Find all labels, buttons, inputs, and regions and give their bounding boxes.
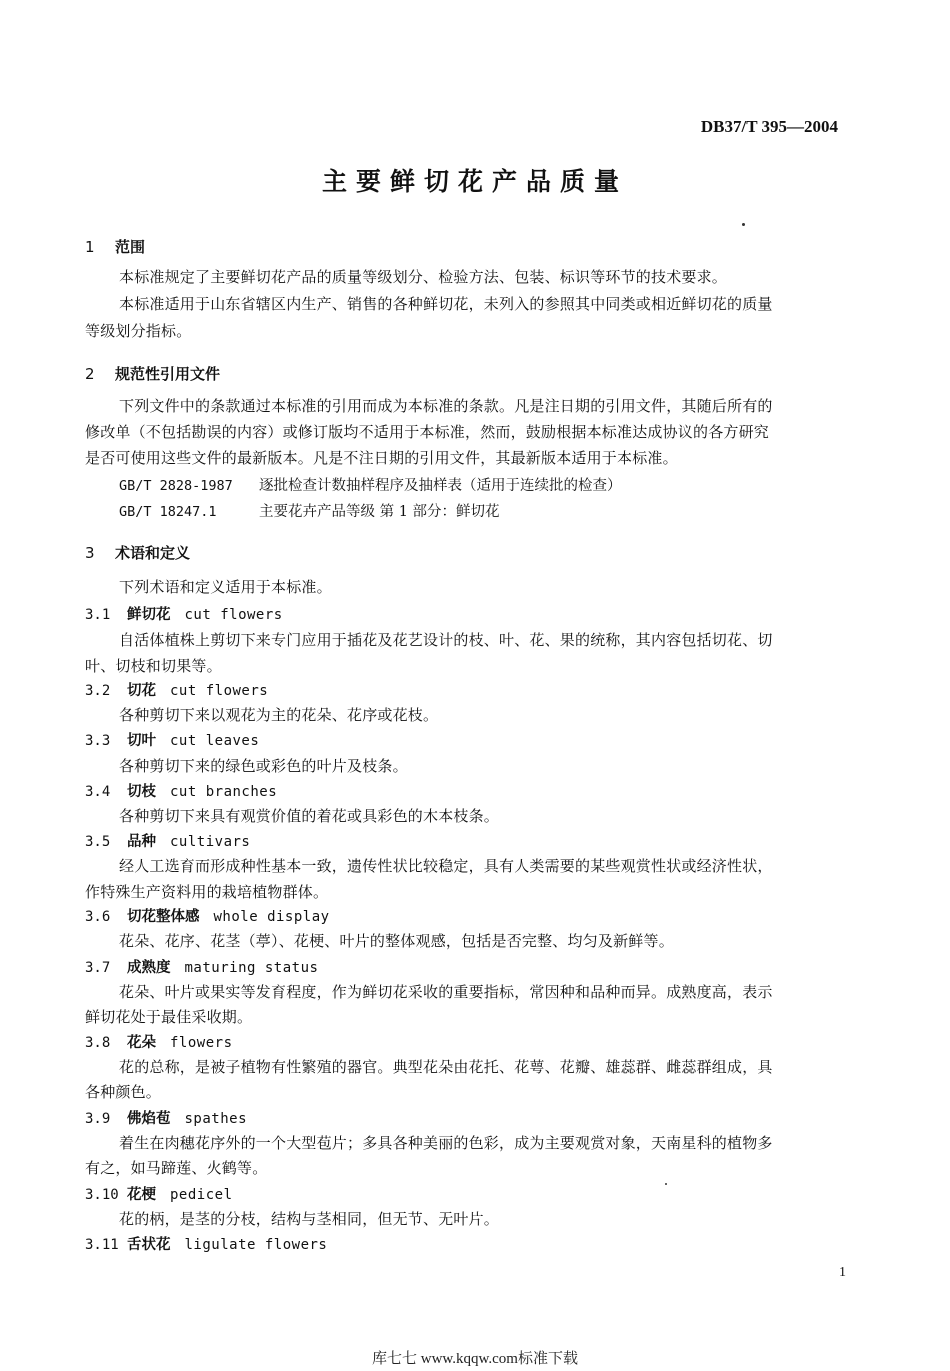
term-en: cultivars xyxy=(170,834,251,850)
term-cn: 切花整体感 xyxy=(127,909,200,925)
term-heading xyxy=(85,1233,327,1254)
term-number: 3.2 xyxy=(85,683,111,699)
term-number: 3.6 xyxy=(85,909,111,925)
section-number: 1 xyxy=(85,238,95,256)
term-heading xyxy=(85,1183,233,1204)
section-2-heading xyxy=(85,363,220,384)
term-cn: 佛焰苞 xyxy=(127,1111,171,1127)
paragraph: 修改单（不包括勘误的内容）或修订版均不适用于本标准，然而，鼓励根据本标准达成协议的各方研究 xyxy=(85,423,770,441)
term-definition: 各种颜色。 xyxy=(85,1083,162,1101)
term-heading xyxy=(85,603,283,624)
term-en: cut leaves xyxy=(170,733,260,749)
section-title: 术语和定义 xyxy=(115,544,191,562)
term-definition: 花的总称，是被子植物有性繁殖的器官。典型花朵由花托、花萼、花瓣、雄蕊群、雌蕊群组成，具 xyxy=(119,1058,773,1076)
term-en: spathes xyxy=(184,1111,248,1127)
term-heading xyxy=(85,780,277,801)
term-cn: 鲜切花 xyxy=(127,607,171,623)
term-en: cut flowers xyxy=(184,607,283,623)
term-number: 3.4 xyxy=(85,784,111,800)
term-definition: 花朵、叶片或果实等发育程度，作为鲜切花采收的重要指标，常因种和品种而异。成熟度高，表示 xyxy=(119,983,773,1001)
term-heading xyxy=(85,956,318,977)
term-definition: 各种剪切下来具有观赏价值的着花或具彩色的木本枝条。 xyxy=(119,807,500,825)
term-cn: 切花 xyxy=(127,683,156,699)
term-cn: 切叶 xyxy=(127,733,156,749)
reference-title: 逐批检查计数抽样程序及抽样表（适用于连续批的检查） xyxy=(259,478,622,494)
section-number: 2 xyxy=(85,365,95,383)
reference-code: GB/T 18247.1 xyxy=(119,504,217,520)
scan-speck xyxy=(742,223,745,226)
scan-speck xyxy=(665,1183,667,1185)
term-number: 3.3 xyxy=(85,733,111,749)
term-cn: 花朵 xyxy=(127,1035,156,1051)
term-heading xyxy=(85,1031,233,1052)
reference-code: GB/T 2828-1987 xyxy=(119,478,233,494)
paragraph: 下列术语和定义适用于本标准。 xyxy=(119,578,332,596)
paragraph: 下列文件中的条款通过本标准的引用而成为本标准的条款。凡是注日期的引用文件，其随后所有的 xyxy=(119,397,773,415)
page-title: 主要鲜切花产品质量 xyxy=(321,167,628,196)
term-heading xyxy=(85,905,330,926)
term-en: ligulate flowers xyxy=(184,1237,328,1253)
section-1-heading xyxy=(85,236,145,257)
term-number: 3.7 xyxy=(85,960,111,976)
term-en: maturing status xyxy=(184,960,319,976)
term-en: flowers xyxy=(170,1035,233,1051)
term-en: cut flowers xyxy=(170,683,269,699)
section-title: 范围 xyxy=(115,238,146,256)
reference-title: 主要花卉产品等级 第 1 部分：鲜切花 xyxy=(259,504,500,520)
term-definition: 花朵、花序、花茎（葶）、花梗、叶片的整体观感，包括是否完整、均匀及新鲜等。 xyxy=(119,932,674,950)
paragraph: 等级划分指标。 xyxy=(85,322,192,340)
paragraph: 本标准适用于山东省辖区内生产、销售的各种鲜切花，未列入的参照其中同类或相近鲜切花的质量 xyxy=(119,295,773,313)
term-en: cut branches xyxy=(170,784,278,800)
term-definition: 有之，如马蹄莲、火鹤等。 xyxy=(85,1159,268,1177)
term-definition: 各种剪切下来以观花为主的花朵、花序或花枝。 xyxy=(119,706,439,724)
term-cn: 舌状花 xyxy=(127,1237,171,1253)
term-definition: 作特殊生产资料用的栽培植物群体。 xyxy=(85,883,329,901)
reference-item xyxy=(119,474,622,495)
term-number: 3.9 xyxy=(85,1111,111,1127)
term-en: pedicel xyxy=(170,1187,233,1203)
section-3-heading xyxy=(85,542,190,563)
term-number: 3.1 xyxy=(85,607,111,623)
term-en: whole display xyxy=(213,909,330,925)
paragraph: 本标准规定了主要鲜切花产品的质量等级划分、检验方法、包装、标识等环节的技术要求。 xyxy=(119,268,728,286)
paragraph: 是否可使用这些文件的最新版本。凡是不注日期的引用文件，其最新版本适用于本标准。 xyxy=(85,449,678,467)
term-definition: 自活体植株上剪切下来专门应用于插花及花艺设计的枝、叶、花、果的统称，其内容包括切花、切 xyxy=(119,631,773,649)
term-number: 3.11 xyxy=(85,1237,119,1253)
term-definition: 各种剪切下来的绿色或彩色的叶片及枝条。 xyxy=(119,757,408,775)
term-heading xyxy=(85,1107,247,1128)
term-heading xyxy=(85,729,259,750)
term-cn: 花梗 xyxy=(127,1187,156,1203)
term-number: 3.5 xyxy=(85,834,111,850)
term-definition: 叶、切枝和切果等。 xyxy=(85,657,222,675)
standard-code: DB37/T 395—2004 xyxy=(700,117,838,136)
term-definition: 着生在肉穗花序外的一个大型苞片；多具各种美丽的色彩，成为主要观赏对象，天南星科的植物多 xyxy=(119,1134,773,1152)
term-heading xyxy=(85,679,268,700)
term-heading xyxy=(85,830,250,851)
term-number: 3.10 xyxy=(85,1187,119,1203)
term-definition: 鲜切花处于最佳采收期。 xyxy=(85,1008,253,1026)
reference-item xyxy=(119,500,500,521)
term-cn: 成熟度 xyxy=(127,960,171,976)
term-definition: 花的柄，是茎的分枝，结构与茎相同，但无节、无叶片。 xyxy=(119,1210,500,1228)
term-number: 3.8 xyxy=(85,1035,111,1051)
page-number: 1 xyxy=(839,1265,846,1280)
section-number: 3 xyxy=(85,544,95,562)
term-definition: 经人工选育而形成种性基本一致，遗传性状比较稳定，具有人类需要的某些观赏性状或经济性状， xyxy=(119,857,773,875)
term-cn: 品种 xyxy=(127,834,156,850)
footer-watermark: 库七七 www.kqqw.com标准下载 xyxy=(372,1351,578,1367)
section-title: 规范性引用文件 xyxy=(115,365,221,383)
term-cn: 切枝 xyxy=(127,784,156,800)
